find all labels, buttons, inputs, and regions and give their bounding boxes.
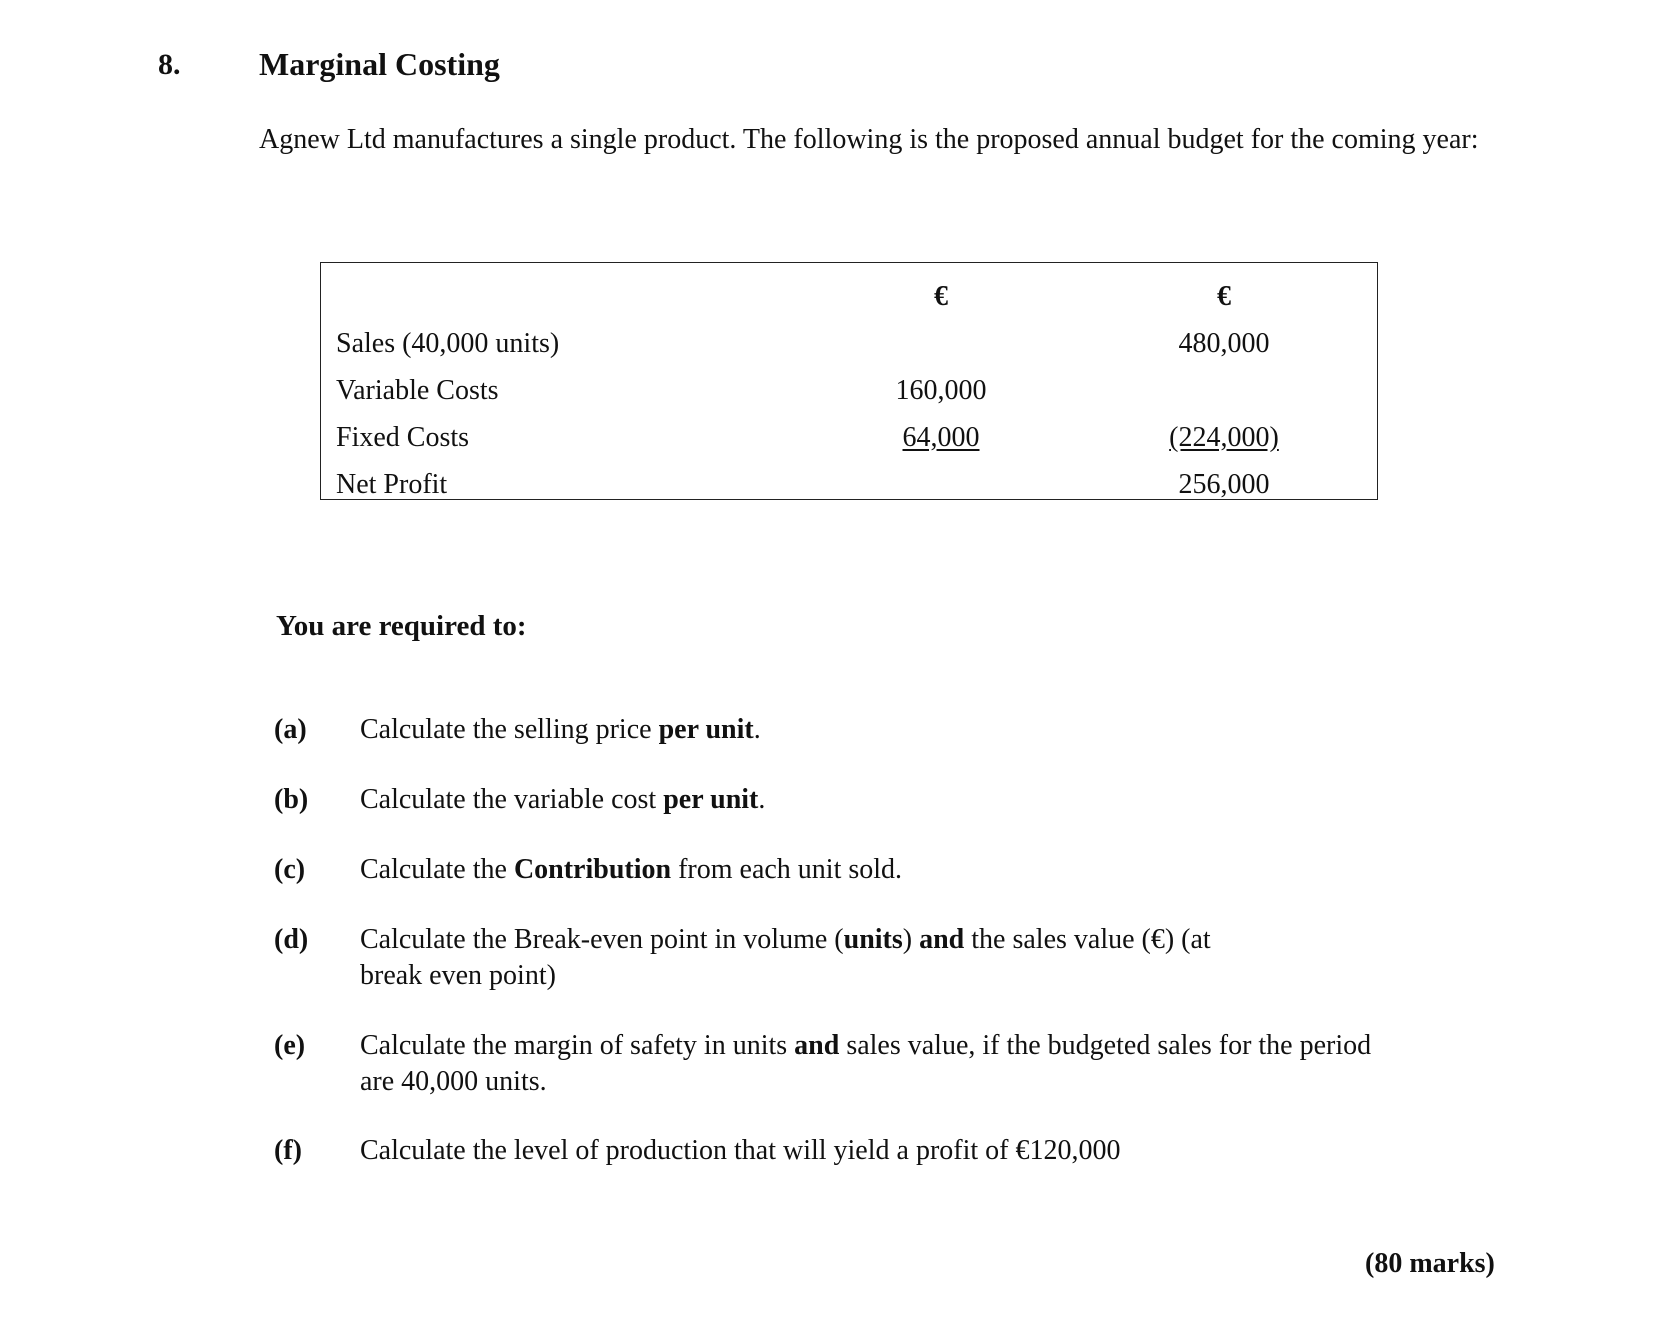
requirement-text: Calculate the Break-even point in volume (units) and the sales value (€) (at break even point) <box>360 924 1211 991</box>
row-right-net-profit: 256,000 <box>1178 469 1270 500</box>
currency-header-mid: € <box>934 281 948 312</box>
requirement-text: Calculate the margin of safety in units and sales value, if the budgeted sales for the period are 40,000 units. <box>360 1030 1372 1097</box>
row-label-sales: Sales (40,000 units) <box>336 328 560 359</box>
row-label-net-profit: Net Profit <box>336 469 448 500</box>
requirement-label: (d) <box>274 924 309 955</box>
requirement-label: (f) <box>274 1135 302 1166</box>
requirement-label: (b) <box>274 784 309 815</box>
requirement-text: Calculate the variable cost per unit. <box>360 784 766 815</box>
row-label-variable-costs: Variable Costs <box>336 375 499 406</box>
requirement-label: (e) <box>274 1030 306 1061</box>
row-mid-variable-costs: 160,000 <box>895 375 987 406</box>
requirement-text: Calculate the selling price per unit. <box>360 714 761 745</box>
row-label-fixed-costs: Fixed Costs <box>336 422 470 453</box>
intro-paragraph: Agnew Ltd manufactures a single product. The following is the proposed annual budget for the coming year: <box>259 124 1479 155</box>
required-heading: You are required to: <box>276 610 527 642</box>
question-title: Marginal Costing <box>259 46 500 82</box>
currency-header-right: € <box>1217 281 1231 312</box>
question-number: 8. <box>158 48 181 81</box>
row-right-sales: 480,000 <box>1178 328 1270 359</box>
requirement-text: Calculate the Contribution from each unit sold. <box>360 854 903 885</box>
requirement-text: Calculate the level of production that will yield a profit of €120,000 <box>360 1135 1121 1166</box>
requirement-label: (a) <box>274 714 307 745</box>
marks-total: (80 marks) <box>1365 1248 1495 1279</box>
row-mid-fixed-costs: 64,000 <box>902 422 980 453</box>
row-right-total-costs: (224,000) <box>1169 422 1279 453</box>
budget-table <box>320 262 1378 500</box>
requirement-label: (c) <box>274 854 306 885</box>
